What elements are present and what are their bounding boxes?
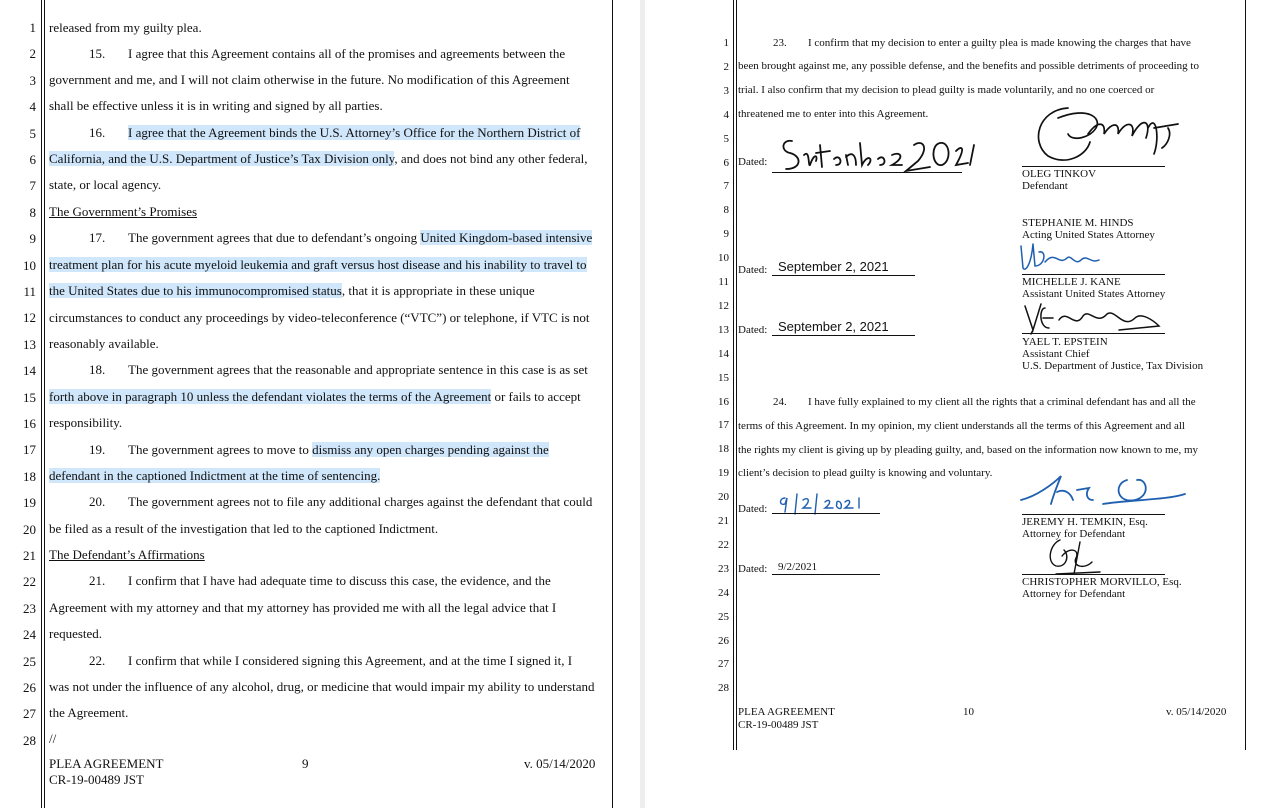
line-number: 9: [29, 231, 36, 247]
line-number: 12: [23, 310, 36, 326]
line-number: 16: [718, 395, 729, 408]
line-number: 9: [723, 228, 729, 241]
line-number: 13: [718, 323, 729, 336]
footer-page-number: 10: [963, 706, 974, 718]
doc-line: the Agreement.: [49, 705, 129, 720]
line-number: 14: [23, 363, 36, 379]
line-number: 27: [23, 706, 36, 722]
doc-line: terms of this Agreement. In my opinion, my client understands all the terms of this Agreement and all: [738, 420, 1185, 432]
signer-name: MICHELLE J. KANE: [1022, 276, 1121, 288]
signer-role: Defendant: [1022, 180, 1068, 192]
dated-label: Dated:: [738, 503, 768, 515]
line-number: 23: [718, 562, 729, 575]
signature-graphic: [1015, 236, 1105, 276]
line-number: 24: [23, 627, 36, 643]
line-number: 26: [23, 680, 36, 695]
section-heading: The Government’s Promises: [49, 204, 198, 219]
line-number: 25: [23, 653, 36, 669]
doc-line: trial. I also confirm that my decision to plead guilty is made voluntarily, and no one coerced or: [738, 84, 1155, 96]
doc-text: The government agrees to move to: [128, 442, 313, 457]
footer-case-number: CR-19-00489 JST: [49, 772, 144, 787]
line-number: 7: [723, 180, 729, 193]
signer-role: Attorney for Defendant: [1022, 588, 1126, 600]
doc-line: threatened me to enter into this Agreement.: [738, 108, 929, 120]
footer-version: v. 05/14/2020: [524, 756, 596, 771]
right-document-page: [645, 0, 1280, 808]
line-number: 4: [723, 108, 729, 121]
signer-role: Assistant Chief: [1022, 348, 1090, 360]
line-number: 19: [23, 495, 36, 511]
footer-case-number: CR-19-00489 JST: [738, 719, 819, 731]
doc-line: [49, 389, 581, 405]
doc-line: I have fully explained to my client all the rights that a criminal defendant has and all the: [808, 396, 1196, 408]
doc-line: I confirm that I have had adequate time to discuss this case, the evidence, and the: [128, 573, 551, 588]
handwritten-date: [780, 131, 980, 177]
signature-date: September 2, 2021: [778, 259, 889, 274]
line-number: 18: [23, 468, 36, 484]
paragraph-number: 22.: [89, 653, 106, 668]
line-number: 20: [718, 491, 729, 504]
doc-line: shall be effective unless it is in writing and signed by all parties.: [49, 98, 383, 113]
line-number: 8: [29, 204, 36, 220]
line-number: 23: [23, 600, 36, 616]
line-number: 17: [23, 442, 36, 458]
highlighted-text: dismiss any open charges pending against the: [312, 442, 549, 457]
doc-line: the rights my client is giving up by pleading guilty, and, based on the information now known to me, my: [738, 444, 1199, 456]
doc-line: //: [49, 731, 57, 746]
doc-line: responsibility.: [49, 415, 123, 430]
line-number: 16: [23, 416, 36, 431]
dated-label: Dated:: [738, 264, 768, 276]
date-line: [772, 275, 915, 276]
paragraph-number: 16.: [89, 125, 106, 140]
line-number: 17: [718, 419, 729, 432]
doc-line: requested.: [49, 626, 103, 641]
line-number: 22: [23, 574, 36, 590]
signature-line: [1022, 574, 1165, 575]
line-number: 13: [23, 336, 36, 352]
line-number: 28: [23, 732, 36, 748]
paragraph-number: 21.: [89, 573, 106, 588]
signer-name: OLEG TINKOV: [1022, 168, 1097, 180]
highlighted-text: treatment plan for his acute myeloid leukemia and graft versus host disease and his inability to travel to: [49, 257, 587, 272]
line-number: 10: [718, 252, 729, 265]
highlighted-text: the United States due to his immunocompromised status: [49, 283, 342, 298]
line-number: 26: [718, 634, 729, 647]
dated-label: Dated:: [738, 324, 768, 336]
signature-graphic: [1040, 536, 1120, 576]
doc-line: The government agrees not to file any additional charges against the defendant that could: [128, 494, 593, 509]
line-number: 14: [718, 347, 729, 360]
margin-line: [44, 0, 45, 808]
doc-line: I confirm that while I considered signing this Agreement, and at the time I signed it, I: [128, 653, 573, 668]
signature-graphic: [1017, 470, 1192, 512]
line-number: 12: [718, 299, 729, 312]
line-number: 21: [718, 515, 729, 527]
doc-text: , and does not bind any other federal,: [394, 151, 588, 166]
line-number: 25: [718, 610, 729, 623]
doc-line: circumstances to conduct any proceedings by video-teleconference (“VTC”) or telephone, if VTC is not: [49, 310, 590, 325]
doc-line: client’s decision to plead guilty is knowing and voluntary.: [738, 467, 993, 479]
signature-line: [1022, 166, 1165, 167]
doc-line: [128, 125, 580, 141]
doc-line: Agreement with my attorney and that my attorney has provided me with all the legal advice that I: [49, 600, 557, 615]
signer-role: Attorney for Defendant: [1022, 528, 1126, 540]
line-number: 21: [23, 548, 36, 563]
line-number: 2: [29, 46, 36, 62]
signature-line: [1022, 333, 1165, 334]
footer-page-number: 9: [302, 756, 309, 771]
paragraph-number: 23.: [773, 37, 787, 49]
line-number: 1: [723, 37, 729, 49]
highlighted-text: defendant in the captioned Indictment at the time of sentencing.: [49, 468, 381, 483]
signer-name: STEPHANIE M. HINDS: [1022, 217, 1134, 229]
doc-line: I confirm that my decision to enter a guilty plea is made knowing the charges that have: [808, 37, 1191, 49]
footer-title: PLEA AGREEMENT: [738, 706, 835, 718]
margin-line-right: [1245, 0, 1246, 750]
line-number: 22: [718, 538, 729, 551]
doc-line: The government agrees that the reasonable and appropriate sentence in this case is as set: [128, 362, 588, 377]
line-number: 28: [718, 682, 729, 695]
dated-label: Dated:: [738, 563, 768, 575]
doc-line: be filed as a result of the investigation that led to the captioned Indictment.: [49, 521, 439, 536]
margin-line-right: [612, 0, 613, 808]
paragraph-number: 15.: [89, 46, 106, 61]
doc-line: [49, 257, 587, 273]
line-number: 11: [23, 284, 36, 299]
footer-version: v. 05/14/2020: [1166, 706, 1227, 718]
signature-graphic: [1019, 300, 1169, 336]
doc-line: [128, 442, 549, 458]
doc-text: The government agrees that due to defendant’s ongoing: [128, 230, 421, 245]
doc-text: , that it is appropriate in these unique: [341, 283, 535, 298]
line-number: 8: [723, 204, 729, 217]
doc-line: [49, 468, 380, 484]
doc-line: released from my guilty plea.: [49, 20, 202, 35]
line-number: 5: [29, 125, 36, 141]
line-number: 1: [29, 20, 36, 35]
highlighted-text: I agree that the Agreement binds the U.S. Attorney’s Office for the Northern District of: [128, 125, 581, 140]
doc-line: [49, 283, 535, 299]
line-number: 5: [723, 132, 729, 145]
signer-role: U.S. Department of Justice, Tax Division: [1022, 360, 1204, 372]
doc-line: I agree that this Agreement contains all of the promises and agreements between the: [128, 46, 566, 61]
doc-line: state, or local agency.: [49, 177, 162, 192]
line-number: 20: [23, 521, 36, 537]
line-number: 6: [723, 156, 729, 169]
signer-name: JEREMY H. TEMKIN, Esq.: [1022, 516, 1148, 528]
signature-date: September 2, 2021: [778, 319, 889, 334]
line-number: 10: [23, 257, 36, 273]
highlighted-text: forth above in paragraph 10 unless the defendant violates the terms of the Agreement: [49, 389, 492, 404]
date-line: [772, 513, 880, 514]
line-number: 3: [29, 72, 36, 88]
line-number: 19: [718, 467, 729, 480]
paragraph-number: 17.: [89, 230, 106, 245]
line-number: 3: [723, 84, 729, 97]
paragraph-number: 24.: [773, 396, 787, 408]
signer-name: CHRISTOPHER MORVILLO, Esq.: [1022, 576, 1182, 588]
date-line: [772, 335, 915, 336]
doc-line: reasonably available.: [49, 336, 159, 351]
highlighted-text: California, and the U.S. Department of Justice’s Tax Division only: [49, 151, 395, 166]
signature-line: [1022, 274, 1165, 275]
line-number: 4: [29, 99, 36, 115]
doc-line: [49, 151, 587, 167]
signer-name: YAEL T. EPSTEIN: [1022, 336, 1108, 348]
dated-label: Dated:: [738, 156, 768, 168]
line-number: 15: [23, 389, 36, 405]
date-line: [772, 574, 880, 575]
line-number: 6: [29, 152, 36, 167]
margin-line: [733, 0, 734, 750]
doc-line: was not under the influence of any alcohol, drug, or medicine that would impair my ability to understand: [49, 679, 595, 694]
line-number: 7: [29, 178, 36, 194]
footer-title: PLEA AGREEMENT: [49, 756, 164, 771]
margin-line: [736, 0, 737, 750]
line-number: 2: [723, 60, 729, 73]
line-number: 15: [718, 371, 729, 384]
signature-graphic: [1028, 98, 1198, 168]
doc-line: [128, 230, 592, 246]
doc-line: been brought against me, any possible defense, and the benefits and possible detriments of proceeding to: [738, 60, 1199, 72]
paragraph-number: 18.: [89, 362, 106, 377]
doc-text: or fails to accept: [491, 389, 581, 404]
line-number: 24: [718, 586, 729, 599]
signer-role: Assistant United States Attorney: [1022, 288, 1166, 300]
margin-line: [41, 0, 42, 808]
section-heading: The Defendant’s Affirmations: [49, 547, 205, 562]
highlighted-text: United Kingdom-based intensive: [420, 230, 593, 245]
signature-line: [1022, 514, 1165, 515]
line-number: 27: [718, 658, 729, 671]
paragraph-number: 19.: [89, 442, 106, 457]
signature-date: 9/2/2021: [778, 561, 818, 573]
paragraph-number: 20.: [89, 494, 106, 509]
doc-line: government and me, and I will not claim otherwise in the future. No modification of this Agreement: [49, 72, 570, 87]
line-number: 11: [718, 276, 729, 288]
line-number: 18: [718, 443, 729, 456]
signer-role: Acting United States Attorney: [1022, 229, 1155, 241]
